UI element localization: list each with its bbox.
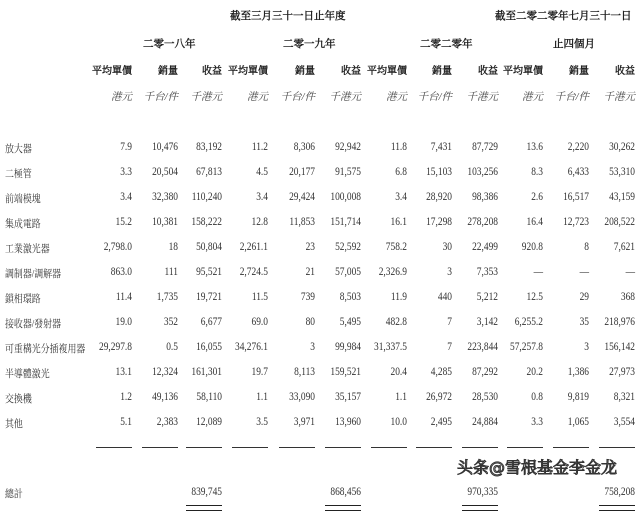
table-cell-avg-price: 11.5: [251, 291, 268, 303]
table-cell-avg-price: 5.1: [120, 416, 132, 428]
column-header-revenue: 收益: [478, 66, 498, 77]
table-cell-volume: 739: [300, 291, 315, 303]
watermark: 头条@雪根基金李金龙: [457, 458, 618, 477]
table-cell-volume: 18: [168, 241, 178, 253]
table-cell-volume: 7: [447, 316, 452, 328]
table-cell-volume: 15,103: [426, 166, 452, 178]
column-header-revenue: 收益: [341, 66, 361, 77]
table-cell-avg-price: 12.5: [526, 291, 543, 303]
table-cell-revenue: 159,521: [330, 366, 361, 378]
table-cell-revenue: 91,575: [335, 166, 361, 178]
table-cell-avg-price: 3.4: [395, 191, 407, 203]
year-2019-heading: 二零一九年: [283, 38, 336, 50]
column-header-volume: 銷量: [569, 66, 589, 77]
table-cell-volume: 9,819: [567, 391, 589, 403]
table-cell-revenue: 7,621: [613, 241, 635, 253]
table-cell-avg-price: 3.4: [256, 191, 268, 203]
table-cell-volume: 8: [584, 241, 589, 253]
table-cell-volume: 26,972: [426, 391, 452, 403]
column-unit-avg-price: 港元: [522, 92, 543, 103]
table-cell-revenue: 67,813: [196, 166, 222, 178]
column-unit-avg-price: 港元: [386, 92, 407, 103]
table-cell-volume: 20,504: [152, 166, 178, 178]
table-cell-volume: 32,380: [152, 191, 178, 203]
period-fy-heading: 截至三月三十一日止年度: [230, 10, 346, 22]
table-cell-revenue: 43,159: [609, 191, 635, 203]
table-cell-revenue: 98,386: [472, 191, 498, 203]
table-cell-avg-price: 2,326.9: [378, 266, 407, 278]
table-cell-avg-price: 3.3: [531, 416, 543, 428]
table-cell-avg-price: 2,261.1: [239, 241, 268, 253]
table-cell-revenue: 161,301: [191, 366, 222, 378]
table-cell-volume: 3: [447, 266, 452, 278]
table-cell-volume: 12,723: [563, 216, 589, 228]
table-cell-avg-price: 920.8: [521, 241, 543, 253]
row-label: 交換機: [5, 394, 32, 405]
table-cell-volume: 4,285: [430, 366, 452, 378]
column-unit-volume: 千台/件: [417, 92, 452, 103]
column-header-volume: 銷量: [432, 66, 452, 77]
table-cell-volume: 111: [164, 266, 178, 278]
row-label: 調制器/調解器: [5, 269, 62, 280]
table-cell-avg-price: 13.6: [526, 141, 543, 153]
column-header-volume: 銷量: [295, 66, 315, 77]
table-cell-avg-price: 1.1: [395, 391, 407, 403]
table-cell-avg-price: 3.4: [120, 191, 132, 203]
table-cell-volume: 30: [442, 241, 452, 253]
table-cell-volume: 2,220: [567, 141, 589, 153]
table-cell-volume: 2,383: [156, 416, 178, 428]
table-cell-revenue: 5,495: [339, 316, 361, 328]
table-cell-avg-price: 16.4: [526, 216, 543, 228]
table-cell-avg-price: 11.9: [390, 291, 407, 303]
table-cell-volume: 8,306: [293, 141, 315, 153]
table-cell-avg-price: 11.2: [251, 141, 268, 153]
table-cell-revenue: 6,677: [200, 316, 222, 328]
column-header-avg-price: 平均單價: [367, 66, 407, 77]
table-cell-volume: 29: [579, 291, 589, 303]
table-cell-avg-price: 3.5: [256, 416, 268, 428]
column-unit-volume: 千台/件: [143, 92, 178, 103]
table-cell-revenue: 50,804: [196, 241, 222, 253]
subtotal-underline: [325, 447, 361, 448]
subtotal-underline: [186, 447, 222, 448]
table-cell-revenue: 218,976: [604, 316, 635, 328]
total-double-underline: [599, 505, 635, 511]
table-cell-revenue: —: [625, 266, 635, 278]
table-cell-revenue: 87,292: [472, 366, 498, 378]
row-label: 鎖相環路: [5, 294, 41, 305]
table-cell-revenue: 8,321: [613, 391, 635, 403]
table-cell-volume: 2,495: [430, 416, 452, 428]
table-cell-volume: 23: [305, 241, 315, 253]
table-cell-revenue: 156,142: [604, 341, 635, 353]
total-double-underline: [186, 505, 222, 511]
table-cell-revenue: 368: [620, 291, 635, 303]
table-cell-volume: 0.5: [166, 341, 178, 353]
total-label: 總計: [5, 489, 23, 500]
table-cell-avg-price: 6,255.2: [514, 316, 543, 328]
table-cell-revenue: 110,240: [191, 191, 222, 203]
table-cell-revenue: 8,503: [339, 291, 361, 303]
total-value: 970,335: [467, 486, 498, 498]
table-cell-volume: 7,431: [430, 141, 452, 153]
table-cell-avg-price: 19.7: [251, 366, 268, 378]
table-cell-avg-price: 11.4: [115, 291, 132, 303]
table-cell-revenue: 13,960: [335, 416, 361, 428]
subtotal-underline: [96, 447, 132, 448]
subtotal-underline: [371, 447, 407, 448]
table-cell-revenue: 7,353: [476, 266, 498, 278]
table-cell-avg-price: 20.4: [390, 366, 407, 378]
table-cell-volume: 3,971: [293, 416, 315, 428]
table-cell-revenue: 208,522: [604, 216, 635, 228]
column-header-revenue: 收益: [202, 66, 222, 77]
table-cell-revenue: 158,222: [191, 216, 222, 228]
year-2018-heading: 二零一八年: [143, 38, 196, 50]
table-cell-avg-price: 16.1: [390, 216, 407, 228]
table-cell-avg-price: 31,337.5: [373, 341, 407, 353]
table-cell-avg-price: 758.2: [385, 241, 407, 253]
table-cell-revenue: 12,089: [196, 416, 222, 428]
total-value: 758,208: [604, 486, 635, 498]
row-label: 工業激光器: [5, 244, 50, 255]
table-cell-volume: 16,517: [563, 191, 589, 203]
column-unit-volume: 千台/件: [280, 92, 315, 103]
table-cell-avg-price: 482.8: [385, 316, 407, 328]
subtotal-underline: [507, 447, 543, 448]
row-label: 半導體激光: [5, 369, 50, 380]
table-cell-volume: 12,324: [152, 366, 178, 378]
column-unit-revenue: 千港元: [329, 92, 361, 103]
column-unit-revenue: 千港元: [603, 92, 635, 103]
four-months-heading: 止四個月: [553, 38, 595, 50]
table-cell-volume: 11,853: [289, 216, 315, 228]
table-cell-revenue: 3,554: [613, 416, 635, 428]
table-cell-volume: —: [579, 266, 589, 278]
table-cell-avg-price: 0.8: [531, 391, 543, 403]
total-value: 868,456: [330, 486, 361, 498]
table-cell-revenue: 278,208: [467, 216, 498, 228]
table-cell-volume: 33,090: [289, 391, 315, 403]
table-cell-volume: 7: [447, 341, 452, 353]
table-cell-avg-price: 12.8: [251, 216, 268, 228]
table-cell-volume: 352: [163, 316, 178, 328]
table-cell-volume: 20,177: [289, 166, 315, 178]
row-label: 集成電路: [5, 219, 41, 230]
row-label: 其他: [5, 419, 23, 430]
table-cell-volume: 29,424: [289, 191, 315, 203]
table-cell-volume: 1,735: [156, 291, 178, 303]
table-cell-volume: 28,920: [426, 191, 452, 203]
table-cell-revenue: 22,499: [472, 241, 498, 253]
table-cell-volume: 49,136: [152, 391, 178, 403]
table-cell-volume: 17,298: [426, 216, 452, 228]
table-cell-revenue: 223,844: [467, 341, 498, 353]
subtotal-underline: [232, 447, 268, 448]
column-header-avg-price: 平均單價: [228, 66, 268, 77]
column-header-revenue: 收益: [615, 66, 635, 77]
table-cell-avg-price: 34,276.1: [234, 341, 268, 353]
table-cell-avg-price: 20.2: [526, 366, 543, 378]
table-cell-revenue: 100,008: [330, 191, 361, 203]
table-cell-volume: 1,065: [567, 416, 589, 428]
table-cell-revenue: 92,942: [335, 141, 361, 153]
table-cell-revenue: 87,729: [472, 141, 498, 153]
table-cell-volume: 21: [305, 266, 315, 278]
table-cell-revenue: 58,110: [196, 391, 222, 403]
table-cell-avg-price: 13.1: [115, 366, 132, 378]
subtotal-underline: [599, 447, 635, 448]
subtotal-underline: [279, 447, 315, 448]
table-cell-revenue: 35,157: [335, 391, 361, 403]
table-cell-avg-price: 4.5: [256, 166, 268, 178]
table-cell-avg-price: 19.0: [115, 316, 132, 328]
table-cell-revenue: 95,521: [196, 266, 222, 278]
column-unit-avg-price: 港元: [247, 92, 268, 103]
column-header-avg-price: 平均單價: [503, 66, 543, 77]
table-cell-revenue: 57,005: [335, 266, 361, 278]
table-cell-avg-price: 8.3: [531, 166, 543, 178]
table-cell-avg-price: 10.0: [390, 416, 407, 428]
table-cell-avg-price: 1.2: [120, 391, 132, 403]
table-cell-avg-price: 29,297.8: [98, 341, 132, 353]
table-cell-avg-price: 11.8: [390, 141, 407, 153]
table-cell-volume: 3: [584, 341, 589, 353]
table-cell-revenue: 53,310: [609, 166, 635, 178]
row-label: 接收器/發射器: [5, 319, 62, 330]
table-cell-avg-price: 3.3: [120, 166, 132, 178]
column-unit-revenue: 千港元: [466, 92, 498, 103]
table-cell-avg-price: 7.9: [120, 141, 132, 153]
table-cell-volume: 8,113: [294, 366, 315, 378]
table-cell-revenue: 151,714: [330, 216, 361, 228]
row-label: 前端模塊: [5, 194, 41, 205]
table-cell-avg-price: 1.1: [256, 391, 268, 403]
table-cell-avg-price: 15.2: [115, 216, 132, 228]
table-cell-volume: 10,476: [152, 141, 178, 153]
column-unit-revenue: 千港元: [190, 92, 222, 103]
total-double-underline: [325, 505, 361, 511]
table-cell-revenue: 28,530: [472, 391, 498, 403]
table-cell-revenue: 27,973: [609, 366, 635, 378]
table-cell-revenue: 3,142: [476, 316, 498, 328]
row-label: 二極管: [5, 169, 32, 180]
table-cell-avg-price: 69.0: [251, 316, 268, 328]
table-cell-avg-price: 2,798.0: [103, 241, 132, 253]
table-cell-revenue: 52,592: [335, 241, 361, 253]
total-double-underline: [462, 505, 498, 511]
row-label: 可重構光分插複用器: [5, 344, 86, 355]
table-cell-avg-price: 57,257.8: [509, 341, 543, 353]
column-header-volume: 銷量: [158, 66, 178, 77]
table-cell-volume: 440: [437, 291, 452, 303]
column-header-avg-price: 平均單價: [92, 66, 132, 77]
year-2020-heading: 二零二零年: [420, 38, 473, 50]
table-cell-revenue: 99,984: [335, 341, 361, 353]
table-cell-avg-price: 6.8: [395, 166, 407, 178]
subtotal-underline: [416, 447, 452, 448]
table-cell-volume: 10,381: [152, 216, 178, 228]
table-cell-avg-price: —: [533, 266, 543, 278]
table-cell-volume: 35: [579, 316, 589, 328]
subtotal-underline: [462, 447, 498, 448]
table-cell-revenue: 83,192: [196, 141, 222, 153]
table-cell-volume: 1,386: [567, 366, 589, 378]
subtotal-underline: [142, 447, 178, 448]
table-cell-avg-price: 2.6: [531, 191, 543, 203]
table-cell-revenue: 103,256: [467, 166, 498, 178]
column-unit-avg-price: 港元: [111, 92, 132, 103]
table-cell-revenue: 16,055: [196, 341, 222, 353]
subtotal-underline: [553, 447, 589, 448]
table-cell-volume: 6,433: [567, 166, 589, 178]
table-cell-revenue: 5,212: [476, 291, 498, 303]
period-interim-heading: 截至二零二零年七月三十一日: [495, 10, 632, 22]
table-cell-avg-price: 2,724.5: [239, 266, 268, 278]
column-unit-volume: 千台/件: [554, 92, 589, 103]
table-cell-volume: 80: [305, 316, 315, 328]
table-cell-volume: 3: [310, 341, 315, 353]
table-cell-revenue: 30,262: [609, 141, 635, 153]
total-value: 839,745: [191, 486, 222, 498]
row-label: 放大器: [5, 144, 32, 155]
table-cell-revenue: 19,721: [196, 291, 222, 303]
table-cell-avg-price: 863.0: [110, 266, 132, 278]
table-cell-revenue: 24,884: [472, 416, 498, 428]
